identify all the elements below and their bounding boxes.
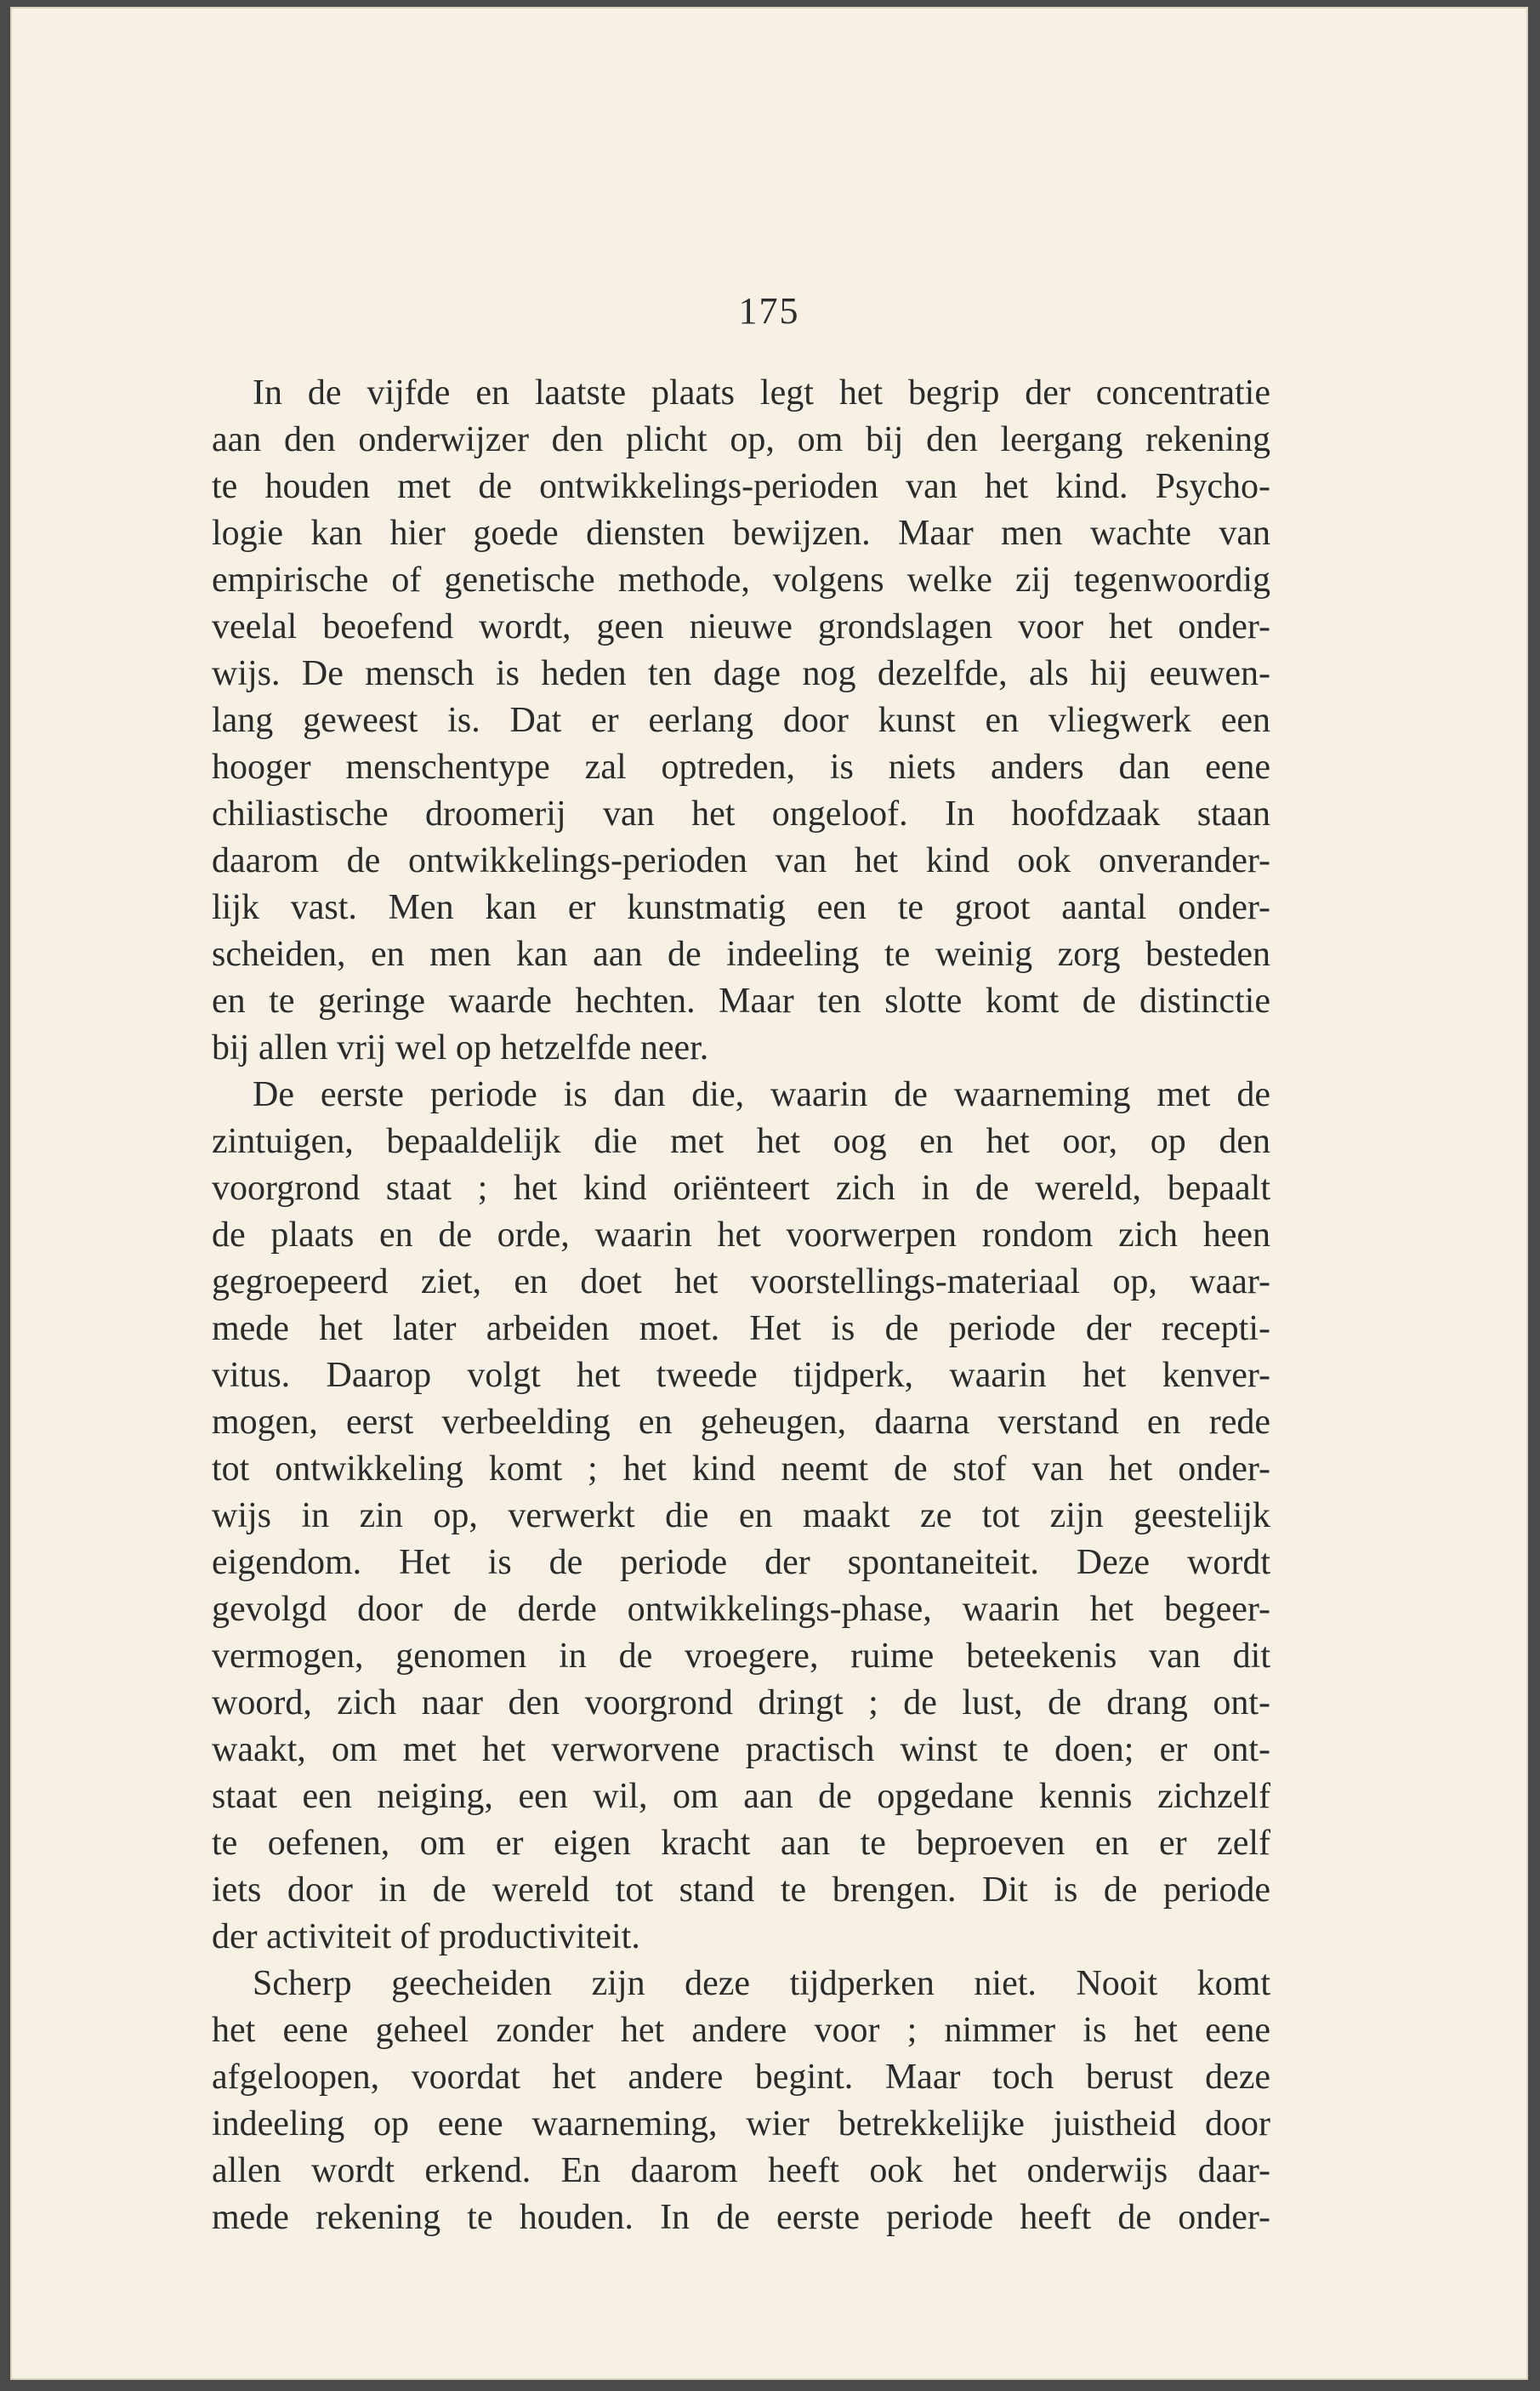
text-line: iets door in de wereld tot stand te brengen. Dit is de periode [212, 1870, 1270, 1910]
text-line: voorgrond staat ; het kind oriënteert zich in de wereld, bepaalt [212, 1169, 1270, 1208]
text-line: der activiteit of productiviteit. [212, 1917, 640, 1956]
text-line: mede rekening te houden. In de eerste periode heeft de onder- [212, 2198, 1270, 2237]
text-line: wijs. De mensch is heden ten dage nog dezelfde, als hij eeuwen- [212, 654, 1270, 693]
text-line: hooger menschentype zal optreden, is niets anders dan eene [212, 748, 1270, 787]
text-line: afgeloopen, voordat het andere begint. Maar toch berust deze [212, 2058, 1270, 2097]
text-line: te oefenen, om er eigen kracht aan te beproeven en er zelf [212, 1824, 1270, 1863]
text-line: lang geweest is. Dat er eerlang door kunst en vliegwerk een [212, 701, 1270, 740]
text-line: en te geringe waarde hechten. Maar ten slotte komt de distinctie [212, 982, 1270, 1021]
text-line: woord, zich naar den voorgrond dringt ; de lust, de drang ont- [212, 1683, 1270, 1722]
text-line: In de vijfde en laatste plaats legt het begrip der concentratie [253, 373, 1270, 413]
text-line: vitus. Daarop volgt het tweede tijdperk, waarin het kenver- [212, 1356, 1270, 1395]
text-line: het eene geheel zonder het andere voor ; nimmer is het eene [212, 2011, 1270, 2050]
text-line: mede het later arbeiden moet. Het is de periode der recepti- [212, 1309, 1270, 1348]
text-line: vermogen, genomen in de vroegere, ruime beteekenis van dit [212, 1637, 1270, 1676]
text-line: bij allen vrij wel op hetzelfde neer. [212, 1028, 709, 1067]
book-page [10, 7, 1528, 2380]
text-line: Scherp geecheiden zijn deze tijdperken niet. Nooit komt [253, 1964, 1270, 2003]
text-line: staat een neiging, een wil, om aan de opgedane kennis zichzelf [212, 1777, 1270, 1816]
page-number: 175 [738, 290, 800, 332]
text-line: de plaats en de orde, waarin het voorwerpen rondom zich heen [212, 1215, 1270, 1255]
text-line: gevolgd door de derde ontwikkelings-phase, waarin het begeer- [212, 1590, 1270, 1629]
text-line: tot ontwikkeling komt ; het kind neemt de stof van het onder- [212, 1449, 1270, 1489]
text-line: mogen, eerst verbeelding en geheugen, daarna verstand en rede [212, 1403, 1270, 1442]
text-line: scheiden, en men kan aan de indeeling te weinig zorg besteden [212, 935, 1270, 974]
text-line: waakt, om met het verworvene practisch winst te doen; er ont- [212, 1730, 1270, 1769]
text-line: eigendom. Het is de periode der spontaneiteit. Deze wordt [212, 1543, 1270, 1582]
text-line: chiliastische droomerij van het ongeloof. In hoofdzaak staan [212, 794, 1270, 834]
text-line: empirische of genetische methode, volgens welke zij tegenwoordig [212, 561, 1270, 600]
text-line: indeeling op eene waarneming, wier betrekkelijke juistheid door [212, 2104, 1270, 2143]
text-line: allen wordt erkend. En daarom heeft ook het onderwijs daar- [212, 2151, 1270, 2190]
text-line: wijs in zin op, verwerkt die en maakt ze tot zijn geestelijk [212, 1496, 1270, 1535]
text-line: logie kan hier goede diensten bewijzen. Maar men wachte van [212, 514, 1270, 553]
text-line: daarom de ontwikkelings-perioden van het kind ook onverander- [212, 841, 1270, 880]
text-line: zintuigen, bepaaldelijk die met het oog en het oor, op den [212, 1122, 1270, 1161]
body-text [212, 370, 1270, 2241]
text-line: De eerste periode is dan die, waarin de waarneming met de [253, 1075, 1270, 1114]
text-line: veelal beoefend wordt, geen nieuwe grondslagen voor het onder- [212, 607, 1270, 646]
text-line: aan den onderwijzer den plicht op, om bij den leergang rekening [212, 420, 1270, 459]
text-line: te houden met de ontwikkelings-perioden van het kind. Psycho- [212, 467, 1270, 506]
text-line: lijk vast. Men kan er kunstmatig een te groot aantal onder- [212, 888, 1270, 927]
text-line: gegroepeerd ziet, en doet het voorstellings-materiaal op, waar- [212, 1262, 1270, 1301]
